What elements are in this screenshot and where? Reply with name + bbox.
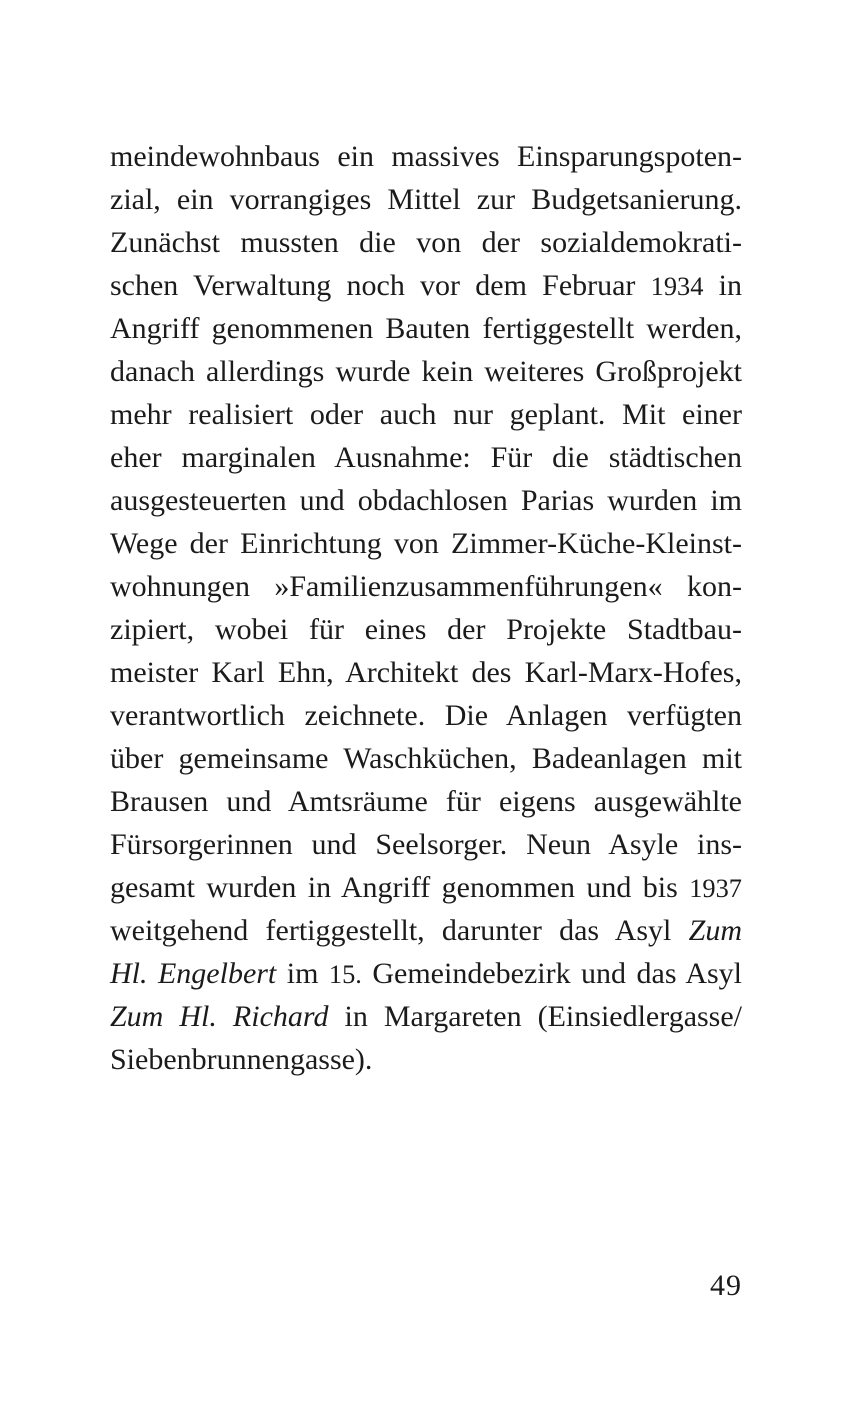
text-line: [110, 737, 742, 780]
page-number: 49: [710, 1269, 742, 1302]
text-run: gesamt wurden in Angriff genommen und bis: [110, 871, 690, 904]
text-run: in: [703, 269, 742, 302]
text-line: [110, 1038, 742, 1081]
text-line: [110, 866, 742, 909]
text-line: [110, 952, 742, 995]
text-run: zipiert, wobei für eines der Projekte Stadtbau-: [110, 613, 742, 646]
text-run: Zunächst mussten die von der sozialdemokrati-: [110, 226, 742, 259]
text-run: meindewohnbaus ein massives Einsparungspoten-: [110, 140, 742, 173]
text-line: [110, 522, 742, 565]
text-line: [110, 436, 742, 479]
body-text: [110, 135, 742, 1081]
text-run: eher marginalen Ausnahme: Für die städtischen: [110, 441, 742, 474]
text-line: [110, 565, 742, 608]
text-line: [110, 694, 742, 737]
text-run: danach allerdings wurde kein weiteres Großprojekt: [110, 355, 742, 388]
numeral-run: 15.: [328, 959, 362, 989]
text-run: im: [276, 957, 329, 990]
text-line: [110, 909, 742, 952]
text-line: [110, 608, 742, 651]
text-run: schen Verwaltung noch vor dem Februar: [110, 269, 651, 302]
text-line: [110, 823, 742, 866]
text-run: verantwortlich zeichnete. Die Anlagen verfügten: [110, 699, 742, 732]
text-run: in Margareten (Einsiedlergasse/: [328, 1000, 743, 1033]
text-run: ausgesteuerten und obdachlosen Parias wurden im: [110, 484, 742, 517]
text-line: [110, 264, 742, 307]
text-run: Siebenbrunnengasse).: [110, 1043, 373, 1076]
text-run: Fürsorgerinnen und Seelsorger. Neun Asyle ins-: [110, 828, 742, 861]
text-run: mehr realisiert oder auch nur geplant. Mit einer: [110, 398, 742, 431]
text-line: [110, 651, 742, 694]
text-line: [110, 995, 742, 1038]
text-line: [110, 178, 742, 221]
text-run: zial, ein vorrangiges Mittel zur Budgetsanierung.: [110, 183, 742, 216]
text-line: [110, 221, 742, 264]
numeral-run: 1934: [650, 271, 704, 301]
italic-run: Zum: [688, 914, 742, 947]
text-line: [110, 479, 742, 522]
text-line: [110, 350, 742, 393]
text-run: Gemeindebezirk und das Asyl: [361, 957, 743, 990]
text-run: Angriff genommenen Bauten fertiggestellt werden,: [110, 312, 742, 345]
text-run: meister Karl Ehn, Architekt des Karl-Marx-Hofes,: [110, 656, 742, 689]
text-run: Wege der Einrichtung von Zimmer-Küche-Kleinst-: [110, 527, 742, 560]
italic-run: Hl. Engelbert: [110, 957, 277, 990]
text-line: [110, 393, 742, 436]
text-run: wohnungen »Familienzusammenführungen« kon-: [110, 570, 742, 603]
numeral-run: 1937: [689, 873, 742, 903]
text-line: [110, 780, 742, 823]
text-line: [110, 135, 742, 178]
text-line: [110, 307, 742, 350]
text-run: Brausen und Amtsräume für eigens ausgewählte: [110, 785, 742, 818]
text-run: weitgehend fertiggestellt, darunter das Asyl: [110, 914, 689, 947]
text-run: über gemeinsame Waschküchen, Badeanlagen mit: [110, 742, 742, 775]
italic-run: Zum Hl. Richard: [110, 1000, 329, 1033]
